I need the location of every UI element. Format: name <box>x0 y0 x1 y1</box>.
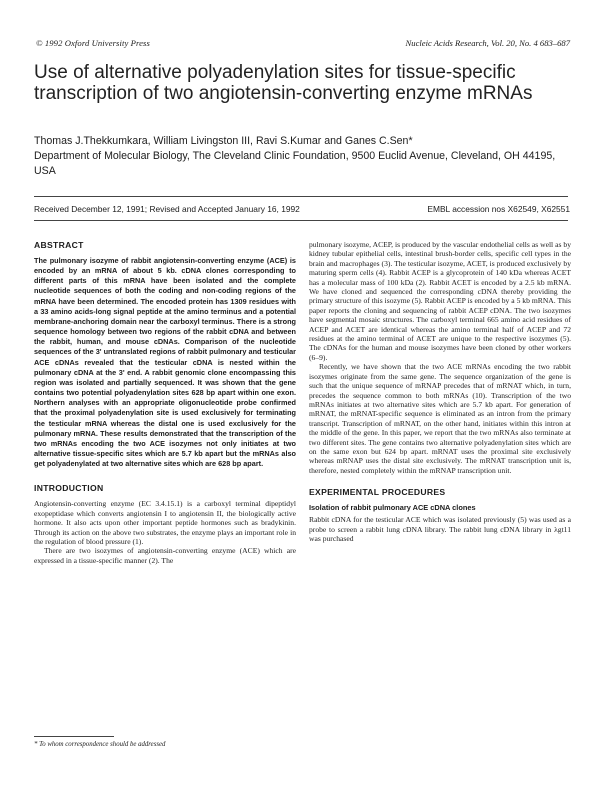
abstract-text: The pulmonary isozyme of rabbit angiotensin-converting enzyme (ACE) is encoded by an mRNA of about 5 kb. cDNA clones corresponding to different parts of this mRNA have been isolated and the complete nucleotide sequences of both the coding and non-coding regions of the mRNA have been determined. The encoded protein has 1309 residues with a 33 amino acids-long signal peptide at the amino terminus and a potential membrane-anchoring domain near the carboxyl terminus. There is a strong sequence homology between two regions of the rabbit cDNA and between the rabbit, human, and mouse cDNAs. Comparison of the nucleotide sequences of the 3' untranslated regions of rabbit pulmonary and testicular ACE cDNAs revealed that the testicular cDNA is nested within the pulmonary cDNA at the 3' end. A rabbit genomic clone encompassing this region was isolated and partially sequenced. It was shown that the gene contains two potential polyadenylation sites 628 bp apart within one exon. Northern analyses with an appropriate oligonucleotide probe confirmed that the proximal polyadenylation site is used exclusively for terminating the testicular mRNA whereas the distal one is used exclusively for the pulmonary mRNA. These results demonstrated that the transcription of the two mRNAs encoding the two ACE isozymes not only initiates at two alternative tissue-specific sites which are 5.7 kb apart but the mRNAs also get polyadenylated at two alternative sites which are 628 bp apart. <box>34 256 296 469</box>
title-line-1: Use of alternative polyadenylation sites for tissue-specific <box>34 62 516 83</box>
body-paragraph-2: Recently, we have shown that the two ACE mRNAs encoding the two rabbit isozymes originate from the same gene. The sequence organization of the gene is such that the unique sequence of mRNAP precedes that of mRNAT which, in turn, precedes the sequence common to both mRNAs (10). Transcription of the two mRNAs initiates at two alternative sites which are 5.7 kb apart. For generation of mRNAT, the mRNAT-specific sequence is eliminated as an intron from the primary transcript. Transcription of mRNAT, on the other hand, initiates within this intron at the middle of the gene. In this paper, we report that the two mRNAs also terminate at two different sites. The gene contains two alternative polyadenylation sites which are on the same exon but 624 bp apart. mRNAT uses the proximal site exclusively whereas mRNAP uses the distal site exclusively. The mRNAT transcription unit is, therefore, nested completely within the mRNAP transcription unit. <box>309 362 571 475</box>
embl-accession: EMBL accession nos X62549, X62551 <box>427 204 570 214</box>
journal-citation: Nucleic Acids Research, Vol. 20, No. 4 683–687 <box>405 38 570 48</box>
footnote-rule <box>34 736 114 737</box>
introduction-heading: INTRODUCTION <box>34 483 104 494</box>
body-paragraph-1: pulmonary isozyme, ACEP, is produced by the vascular endothelial cells as well as by kidney tubular epithelial cells, intestinal brush-border cells, specific cell types in the brain and macrophages (3). The testicular isozyme, ACET, is produced exclusively by maturing sperm cells (4). Rabbit ACEP is a glycoprotein of 140 kDa whereas ACET has a molecular mass of 100 kDa (2). Rabbit ACET is encoded by a 2.5 kb mRNA. We have cloned and sequenced the corresponding cDNA thereby providing the primary structure of this isozyme (5). Rabbit ACEP is encoded by a 5 kb mRNA. This paper reports the cloning and sequencing of rabbit ACEP cDNA. The two isozymes have segmental mosaic structures. The carboxyl terminal 665 amino acid residues of ACEP and ACET are identical whereas the amino terminal half of ACEP and 72 residues at the amino terminal of ACET are unique to the respective isozymes (5). The cDNAs for the human and mouse isozymes have been cloned by other workers (6–9). <box>309 240 571 362</box>
received-dates: Received December 12, 1991; Revised and Accepted January 16, 1992 <box>34 204 300 214</box>
experimental-heading: EXPERIMENTAL PROCEDURES <box>309 487 446 498</box>
left-column <box>34 240 296 565</box>
intro-paragraph-2: There are two isozymes of angiotensin-converting enzyme (ACE) which are expressed in a tissue-specific manner (2). The <box>34 546 296 565</box>
abstract-heading: ABSTRACT <box>34 240 84 250</box>
right-column <box>309 240 571 543</box>
affiliation: Department of Molecular Biology, The Cleveland Clinic Foundation, 9500 Euclid Avenue, Cleveland, OH 44195, USA <box>34 150 556 177</box>
top-divider <box>34 196 568 197</box>
isolation-subheading: Isolation of rabbit pulmonary ACE cDNA clones <box>309 503 476 513</box>
bottom-divider <box>34 220 568 221</box>
paper-title <box>34 62 574 104</box>
footnote: * To whom correspondence should be addressed <box>34 741 166 748</box>
authors: Thomas J.Thekkumkara, William Livingston III, Ravi S.Kumar and Ganes C.Sen* <box>34 135 413 147</box>
intro-paragraph-1: Angiotensin-converting enzyme (EC 3.4.15.1) is a carboxyl terminal dipeptidyl exopeptidase which converts angiotensin I to angiotensin II, the biologically active hormone. It also acts upon other important peptide hormones such as bradykinin. Through its action on the above two substrates, the enzyme plays an important role in the regulation of blood pressure (1). <box>34 499 296 546</box>
copyright-line: © 1992 Oxford University Press <box>36 38 150 48</box>
body-paragraph-3: Rabbit cDNA for the testicular ACE which was isolated previously (5) was used as a probe to screen a rabbit lung cDNA library. The rabbit lung cDNA library in λgt11 was purchased <box>309 515 571 543</box>
title-line-2: transcription of two angiotensin-converting enzyme mRNAs <box>34 83 533 104</box>
